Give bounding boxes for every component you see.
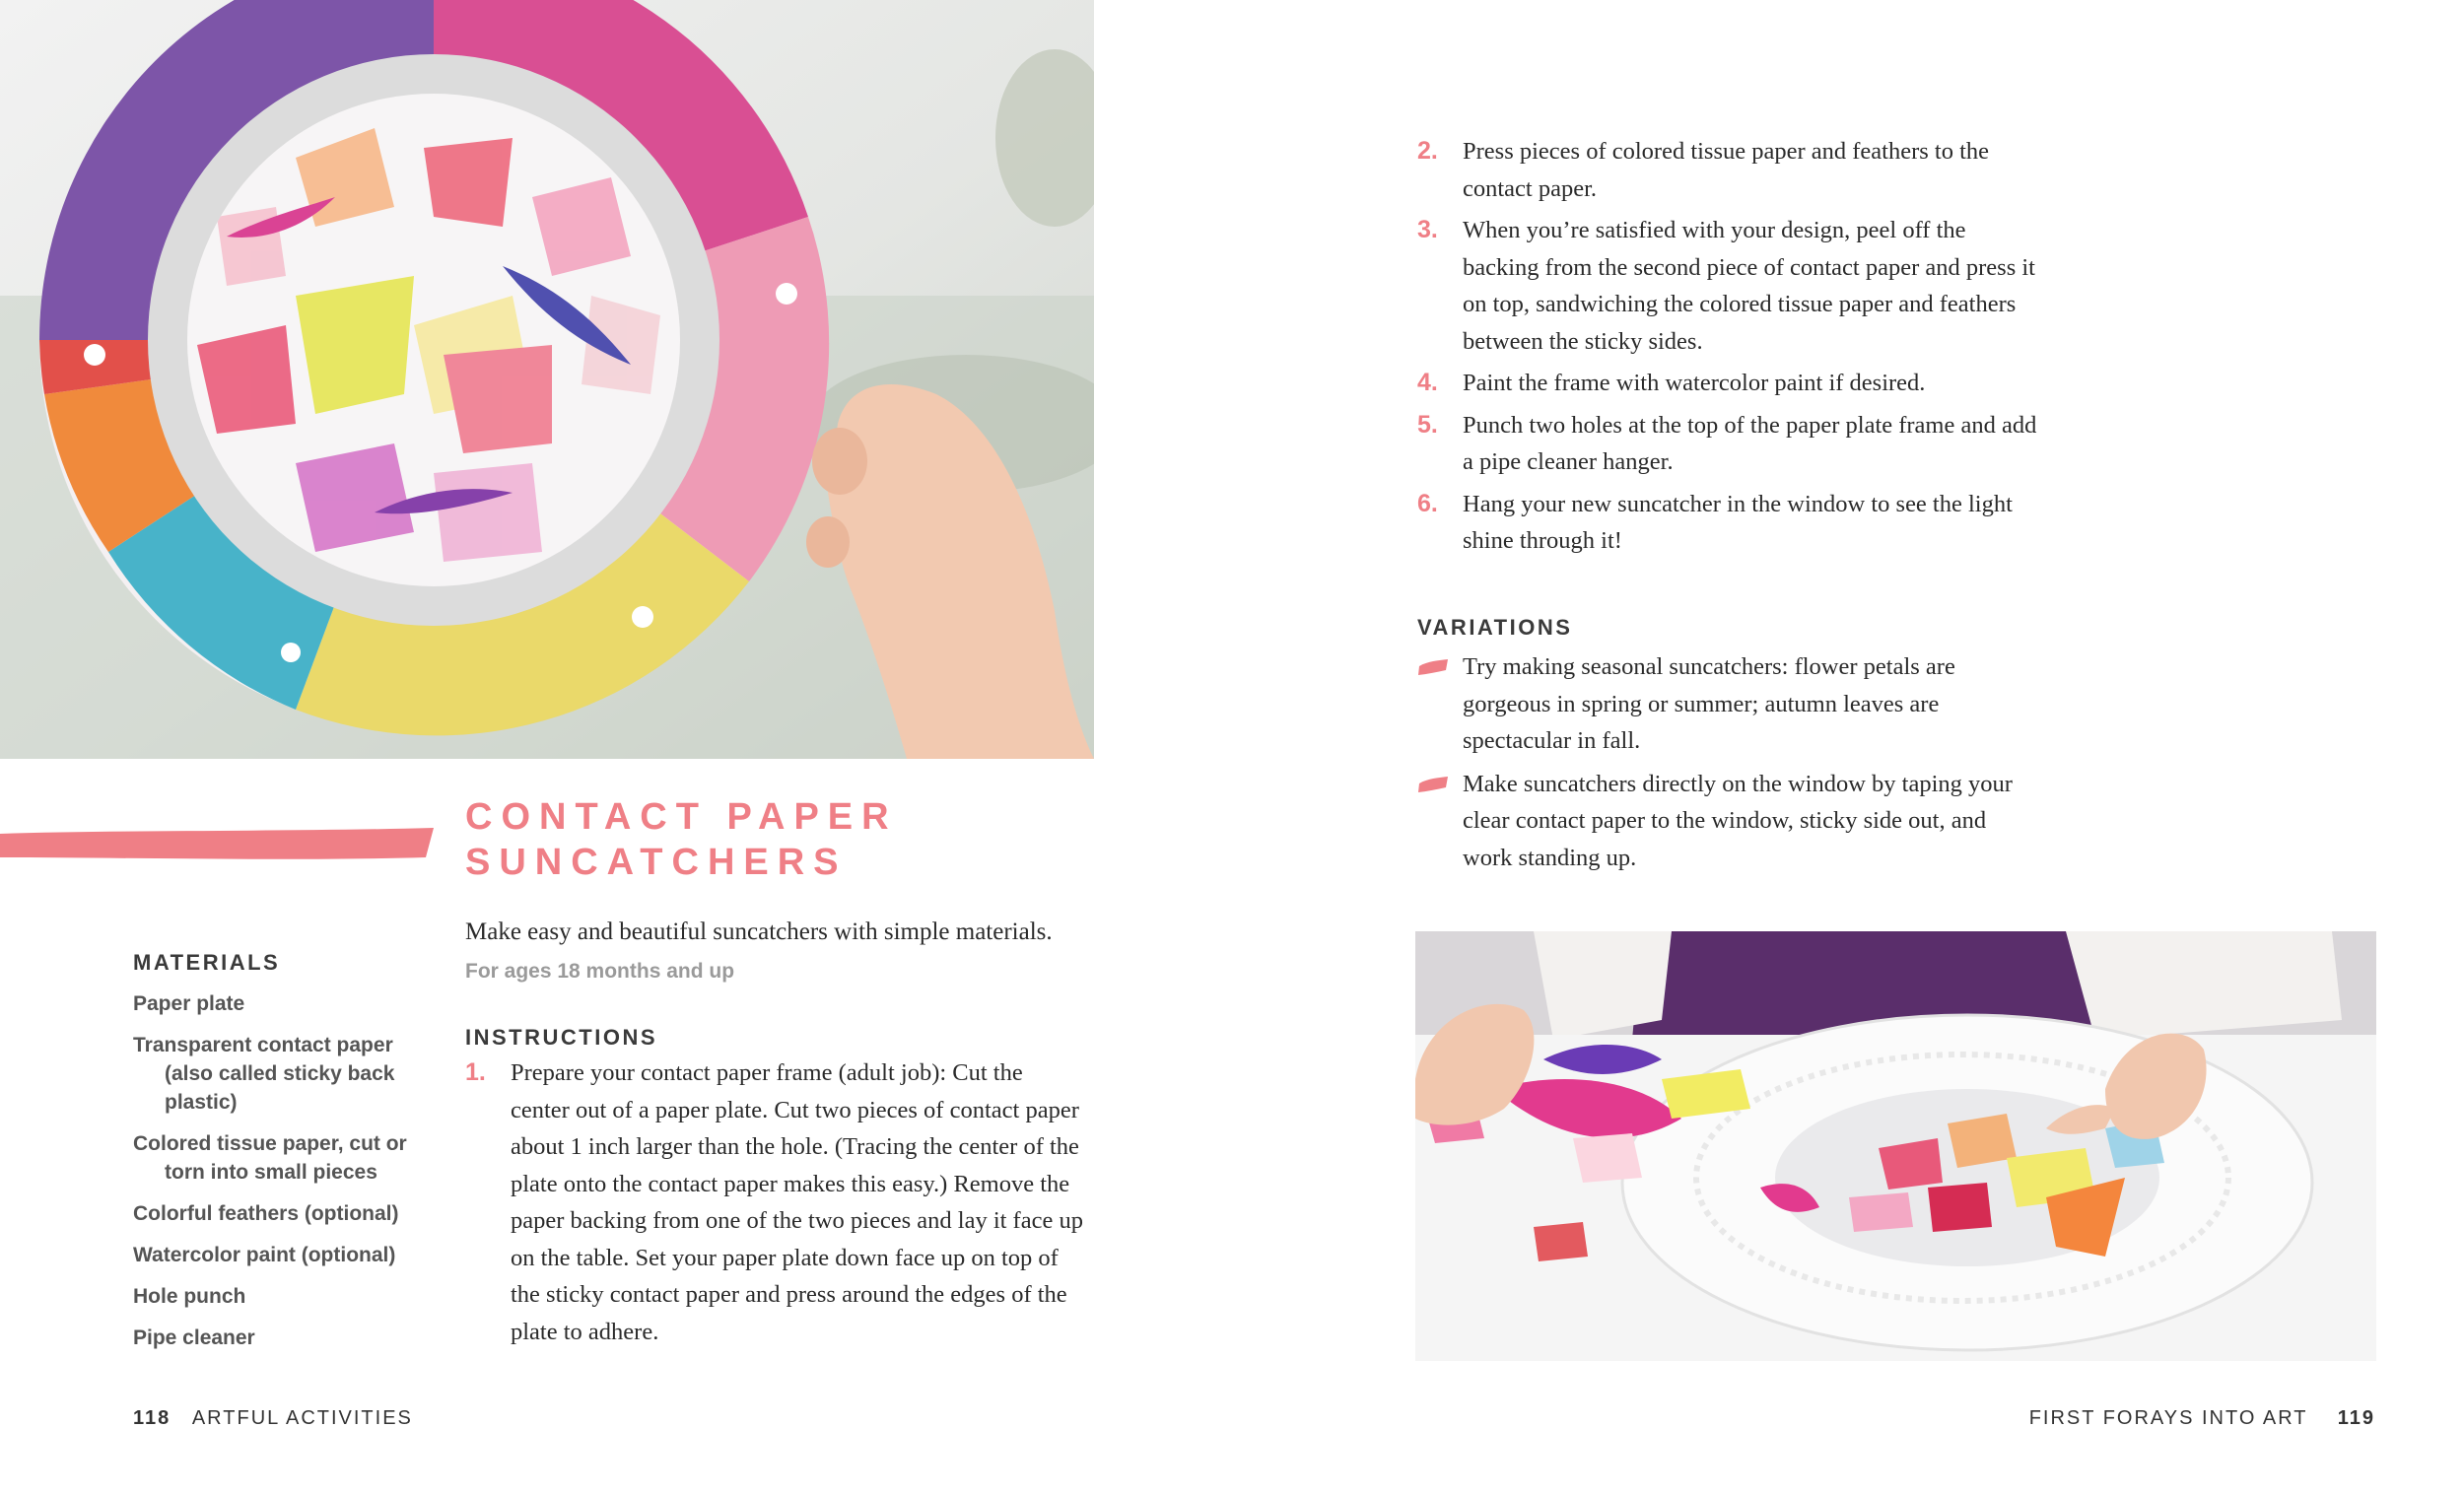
materials-panel (133, 950, 429, 1365)
step-number: 6. (1417, 489, 1438, 517)
right-page-number: 119 (2337, 1407, 2375, 1429)
instruction-step (1417, 365, 2038, 402)
brush-bullet-icon (1417, 658, 1449, 676)
materials-list (133, 989, 429, 1352)
instruction-step (465, 1054, 1084, 1350)
brush-stroke-divider (0, 828, 434, 861)
material-item: Hole punch (133, 1285, 246, 1308)
materials-heading: MATERIALS (133, 950, 281, 975)
material-item: Colorful feathers (optional) (133, 1202, 399, 1225)
step-text: Punch two holes at the top of the paper plate frame and add a pipe cleaner hanger. (1463, 411, 2037, 475)
right-section-name: FIRST FORAYS INTO ART (2028, 1407, 2308, 1429)
variations-list (1417, 648, 2038, 882)
material-item: Paper plate (133, 992, 245, 1015)
step-text: When you’re satisfied with your design, peel off the backing from the second piece of contact paper and press it on top, sandwiching the colored tissue paper and feathers between the sticky sides. (1463, 217, 2035, 355)
suncatcher-window-photo (0, 0, 1094, 759)
child-crafting-photo (1415, 931, 2376, 1361)
step-text: Hang your new suncatcher in the window to see the light shine through it! (1463, 490, 2013, 554)
right-footer (2029, 1407, 2375, 1430)
instruction-step (1417, 212, 2038, 360)
instructions-heading: INSTRUCTIONS (465, 1025, 657, 1050)
step-number: 5. (1417, 410, 1438, 439)
step-text: Press pieces of colored tissue paper and feathers to the contact paper. (1463, 138, 1990, 202)
instruction-step (1417, 133, 2038, 207)
intro-text: Make easy and beautiful suncatchers with simple materials. (465, 918, 1053, 945)
variation-text: Make suncatchers directly on the window by taping your clear contact paper to the window, sticky side out, and work standing up. (1463, 770, 2013, 871)
variation-item (1417, 648, 2038, 760)
step-text: Paint the frame with watercolor paint if desired. (1463, 370, 1926, 396)
variations-heading: VARIATIONS (1417, 615, 1573, 640)
instruction-steps-right (1417, 133, 2038, 565)
instruction-step (1417, 486, 2038, 560)
instruction-step (1417, 407, 2038, 481)
variation-item (1417, 766, 2038, 877)
step-number: 4. (1417, 369, 1438, 396)
instruction-steps-left (465, 1054, 1084, 1355)
material-item: Transparent contact paper (also called sticky back plastic) (133, 1034, 395, 1114)
title-line-1: CONTACT PAPER (465, 796, 898, 838)
step-number: 3. (1417, 216, 1438, 243)
variation-text: Try making seasonal suncatchers: flower petals are gorgeous in spring or summer; autumn leaves are spectacular in fall. (1463, 653, 1955, 754)
material-item: Pipe cleaner (133, 1326, 255, 1349)
step-number: 2. (1417, 137, 1438, 165)
step-text: Prepare your contact paper frame (adult job): Cut the center out of a paper plate. Cut two pieces of contact paper about 1 inch larger than the hole. (Tracing the center of the plate onto the contact paper makes this easy.) Remove the paper backing from one of the two pieces and lay it face up on the table. Set your paper plate down face up on top of the sticky contact paper and press around the edges of the plate to adhere. (511, 1059, 1083, 1345)
title-line-2: SUNCATCHERS (465, 842, 848, 883)
material-item: Watercolor paint (optional) (133, 1244, 396, 1266)
brush-bullet-icon (1417, 776, 1449, 793)
step-number: 1. (465, 1058, 486, 1086)
activity-title (465, 794, 1155, 885)
material-item: Colored tissue paper, cut or torn into small pieces (133, 1132, 407, 1184)
age-range: For ages 18 months and up (465, 960, 735, 983)
left-page-number: 118 (133, 1407, 171, 1429)
left-footer (133, 1407, 413, 1430)
left-section-name: ARTFUL ACTIVITIES (191, 1407, 413, 1429)
